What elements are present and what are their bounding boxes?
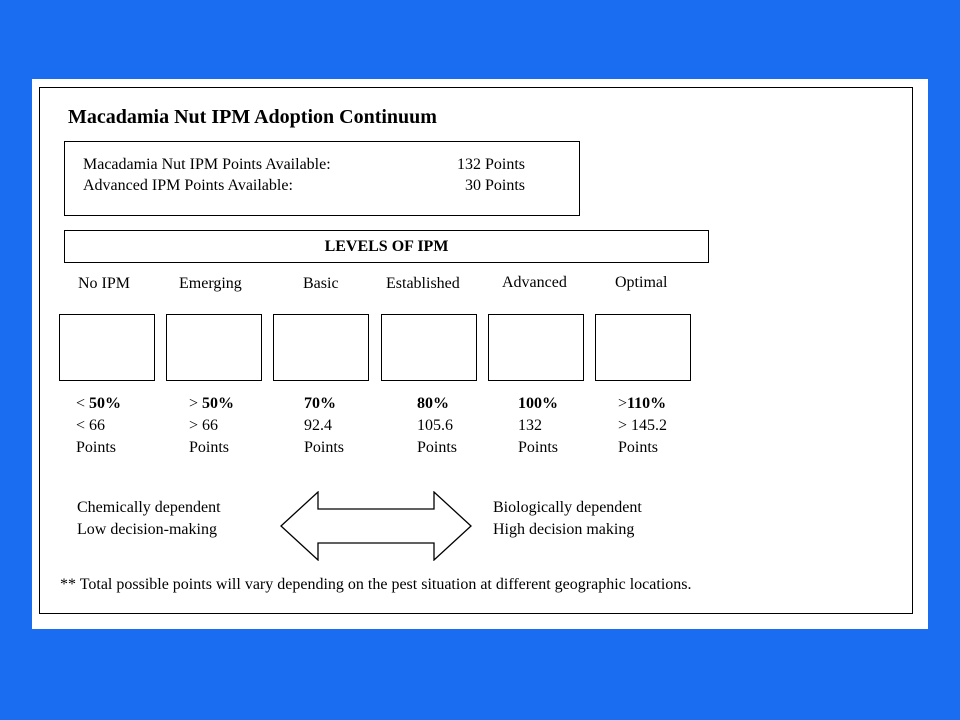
threshold-percent: 80% [417, 395, 449, 412]
ipm-points-value: 132 Points [456, 156, 525, 173]
right-descriptor-line: High decision making [493, 521, 635, 538]
threshold-prefix: > [618, 395, 628, 412]
threshold-unit: Points [76, 439, 117, 456]
right-descriptor [493, 497, 642, 541]
page-title: Macadamia Nut IPM Adoption Continuum [68, 106, 437, 128]
threshold-points: 132 [518, 417, 542, 434]
double-arrow-icon [280, 491, 472, 561]
level-box-basic [273, 314, 369, 381]
left-descriptor [77, 497, 221, 541]
threshold-points: > 66 [189, 417, 219, 434]
threshold-percent: 70% [304, 395, 336, 412]
threshold-percent: 110% [627, 395, 667, 412]
points-available-box [64, 141, 580, 216]
advanced-points-label: Advanced IPM Points Available: [83, 177, 293, 194]
level-box-established [381, 314, 477, 381]
level-name-optimal: Optimal [615, 274, 668, 291]
ipm-points-label: Macadamia Nut IPM Points Available: [83, 156, 331, 173]
threshold-unit: Points [189, 439, 230, 456]
threshold-points: < 66 [76, 417, 106, 434]
left-descriptor-line: Chemically dependent [77, 499, 221, 516]
document-sheet [32, 79, 928, 629]
document-frame [39, 87, 913, 614]
level-name-no-ipm: No IPM [78, 275, 131, 292]
threshold-percent: 100% [518, 395, 558, 412]
threshold-points: > 145.2 [618, 417, 668, 434]
level-box-optimal [595, 314, 691, 381]
threshold-percent: 50% [202, 395, 235, 412]
threshold-percent: 50% [89, 395, 122, 412]
left-descriptor-line: Low decision-making [77, 521, 217, 538]
level-values-optimal [618, 393, 667, 459]
advanced-points-value: 30 Points [464, 177, 525, 194]
threshold-points: 105.6 [417, 417, 453, 434]
threshold-unit: Points [304, 439, 345, 456]
level-name-emerging: Emerging [179, 275, 242, 292]
level-values-established [417, 393, 457, 459]
right-descriptor-line: Biologically dependent [493, 499, 642, 516]
level-values-no-ipm [76, 393, 121, 459]
threshold-unit: Points [618, 439, 659, 456]
levels-header: LEVELS OF IPM [64, 230, 709, 263]
level-name-basic: Basic [303, 275, 339, 292]
threshold-prefix: > [189, 395, 203, 412]
threshold-prefix: < [76, 395, 90, 412]
level-values-emerging [189, 393, 234, 459]
level-name-established: Established [386, 275, 460, 292]
level-box-advanced [488, 314, 584, 381]
level-values-advanced [518, 393, 558, 459]
threshold-unit: Points [417, 439, 458, 456]
level-box-no-ipm [59, 314, 155, 381]
threshold-points: 92.4 [304, 417, 332, 434]
threshold-unit: Points [518, 439, 559, 456]
footnote: ** Total possible points will vary depending on the pest situation at different geographic locations. [60, 576, 692, 593]
level-values-basic [304, 393, 344, 459]
level-box-emerging [166, 314, 262, 381]
level-name-advanced: Advanced [502, 274, 567, 291]
